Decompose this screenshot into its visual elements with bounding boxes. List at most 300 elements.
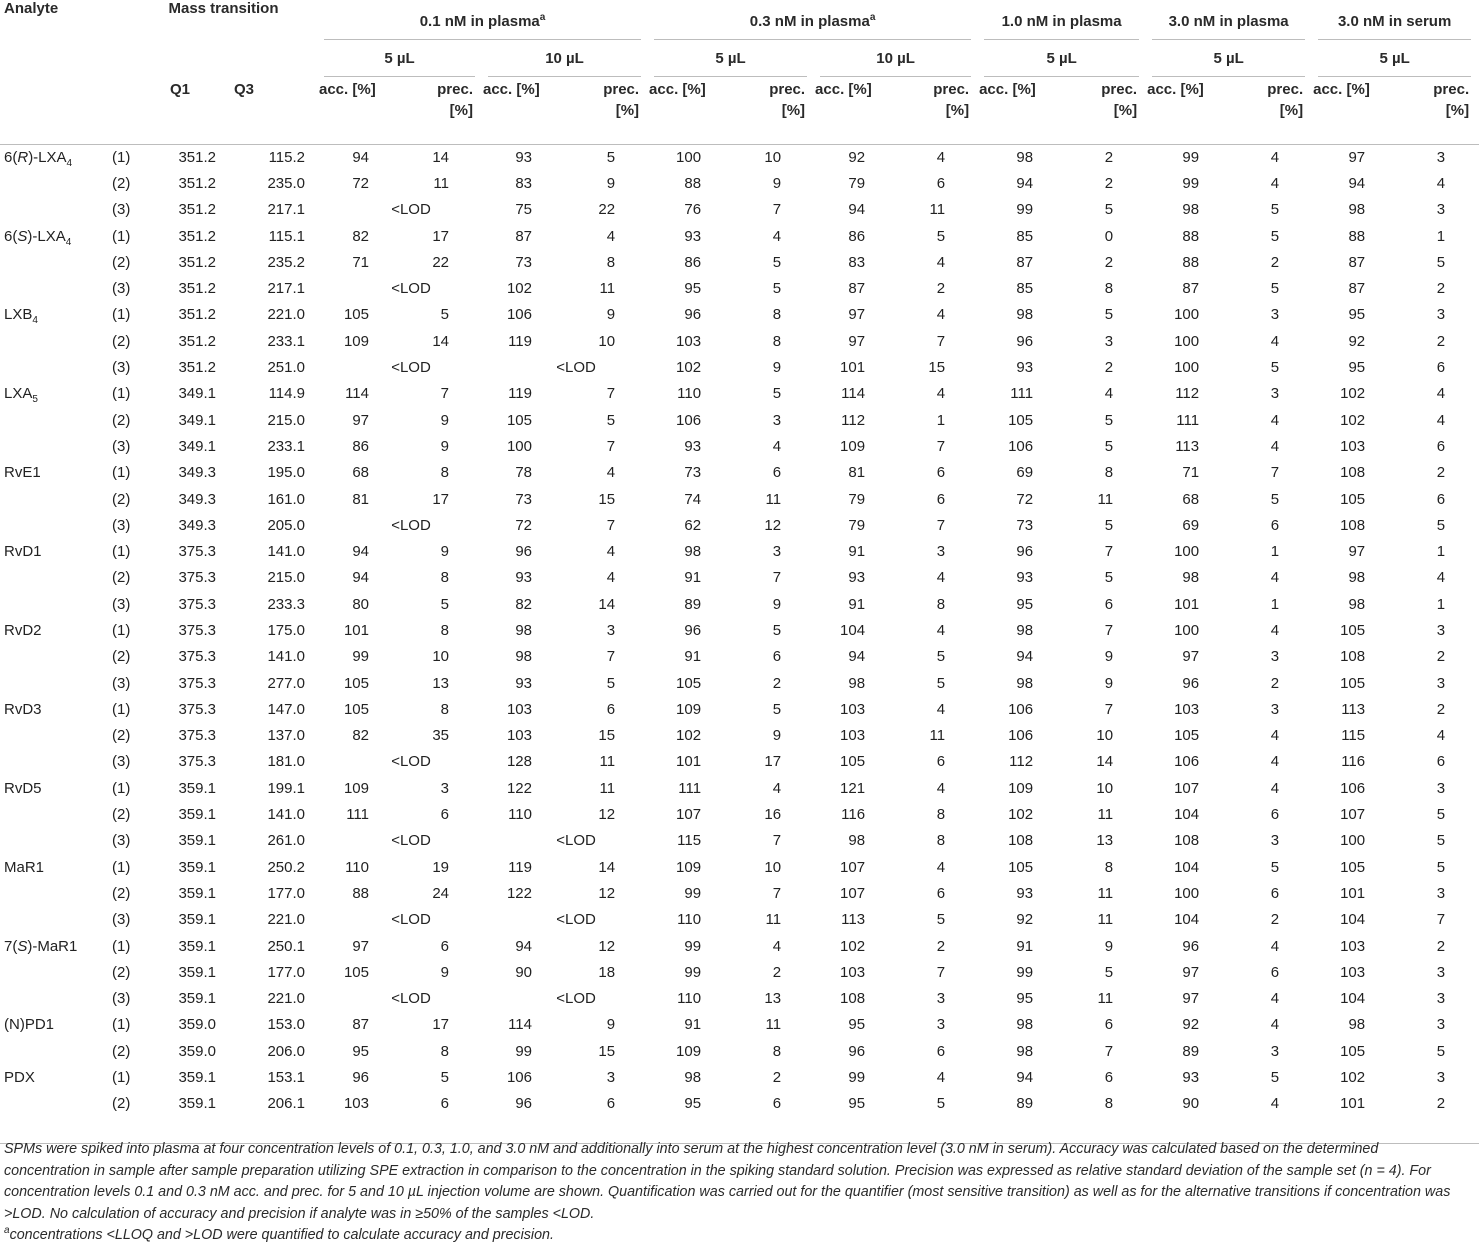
q1-cell: 375.3 — [178, 648, 216, 666]
prec-value-cell: 6 — [1436, 753, 1446, 771]
transition-cell: (3) — [112, 674, 131, 692]
acc-value-cell: 98 — [1016, 674, 1034, 692]
table-row — [0, 302, 1479, 328]
prec-value-cell: 22 — [432, 253, 449, 271]
prec-value-cell: 9 — [1104, 937, 1114, 955]
q1-cell: 349.3 — [178, 490, 216, 508]
header-acc: acc. [%] — [483, 81, 540, 98]
prec-value-cell: 8 — [440, 464, 449, 482]
prec-value-cell: 5 — [1104, 306, 1114, 324]
acc-value-cell: 99 — [1182, 174, 1200, 192]
analyte-cell: RvD2 — [4, 621, 42, 639]
prec-value-cell: 8 — [440, 621, 449, 639]
acc-value-cell: 95 — [684, 280, 702, 298]
acc-value-cell: 100 — [1174, 359, 1200, 377]
table-row — [0, 407, 1479, 433]
prec-value-cell: 3 — [1436, 148, 1446, 166]
q1-cell: 359.1 — [178, 963, 216, 981]
table-row — [0, 775, 1479, 801]
lod-cell: <LOD — [391, 201, 431, 219]
footnote-a-text: concentrations <LLOQ and >LOD were quantified to calculate accuracy and precision. — [9, 1227, 554, 1243]
prec-value-cell: 4 — [936, 253, 946, 271]
acc-value-cell: 97 — [1182, 963, 1200, 981]
prec-value-cell: 8 — [936, 595, 946, 613]
prec-value-cell: 12 — [764, 516, 782, 534]
acc-value-cell: 95 — [1016, 990, 1034, 1008]
q1-cell: 351.2 — [178, 174, 216, 192]
prec-value-cell: 3 — [1104, 332, 1114, 350]
q3-cell: 199.1 — [267, 779, 305, 797]
prec-value-cell: 5 — [606, 674, 616, 692]
prec-value-cell: 11 — [929, 727, 946, 745]
prec-value-cell: 3 — [1270, 1042, 1280, 1060]
prec-value-cell: 14 — [432, 148, 449, 166]
q3-cell: 177.0 — [267, 963, 305, 981]
q1-cell: 349.3 — [178, 516, 216, 534]
prec-value-cell: 11 — [765, 1016, 782, 1034]
acc-value-cell: 106 — [506, 1069, 532, 1087]
prec-value-cell: 7 — [936, 516, 946, 534]
q1-cell: 375.3 — [178, 621, 216, 639]
acc-value-cell: 99 — [352, 648, 369, 666]
prec-value-cell: 24 — [432, 884, 449, 902]
acc-value-cell: 108 — [840, 990, 866, 1008]
acc-value-cell: 98 — [1348, 1016, 1366, 1034]
transition-cell: (1) — [112, 148, 131, 166]
q1-cell: 375.3 — [178, 569, 216, 587]
header-q1: Q1 — [170, 81, 191, 98]
prec-value-cell: 15 — [598, 727, 616, 745]
acc-value-cell: 105 — [676, 674, 702, 692]
q3-cell: 221.0 — [267, 911, 305, 929]
prec-value-cell: 11 — [599, 280, 616, 298]
acc-value-cell: 109 — [676, 1042, 702, 1060]
table-row — [0, 223, 1479, 249]
q1-cell: 351.2 — [178, 306, 216, 324]
prec-value-cell: 4 — [1270, 779, 1280, 797]
q3-cell: 195.0 — [267, 464, 305, 482]
prec-value-cell: 16 — [764, 806, 782, 824]
acc-value-cell: 94 — [848, 201, 866, 219]
prec-value-cell: 6 — [1436, 437, 1446, 455]
q1-cell: 359.1 — [178, 858, 216, 876]
acc-value-cell: 87 — [1182, 280, 1200, 298]
prec-value-cell: 2 — [1436, 648, 1446, 666]
acc-value-cell: 85 — [1016, 280, 1034, 298]
acc-value-cell: 105 — [1174, 727, 1200, 745]
q3-cell: 177.0 — [267, 884, 305, 902]
prec-value-cell: 4 — [772, 779, 782, 797]
q1-cell: 359.1 — [178, 1095, 216, 1113]
prec-value-cell: 9 — [606, 306, 616, 324]
header-prec: prec. [%] — [603, 81, 640, 119]
acc-value-cell: 116 — [841, 806, 866, 824]
analyte-cell — [0, 197, 108, 223]
table-row — [0, 933, 1479, 959]
acc-value-cell: 69 — [1016, 464, 1034, 482]
transition-cell: (2) — [112, 727, 131, 745]
prec-value-cell: 4 — [1104, 385, 1114, 403]
acc-value-cell: 110 — [677, 385, 702, 403]
acc-value-cell: 98 — [515, 621, 532, 639]
transition-cell: (1) — [112, 700, 131, 718]
prec-value-cell: 15 — [598, 490, 616, 508]
acc-value-cell: 91 — [684, 1016, 702, 1034]
prec-value-cell: 7 — [1270, 464, 1280, 482]
prec-value-cell: 8 — [772, 1042, 782, 1060]
acc-value-cell: 96 — [1016, 543, 1034, 561]
prec-value-cell: 7 — [606, 437, 616, 455]
q1-cell: 349.3 — [178, 464, 216, 482]
prec-value-cell: 3 — [606, 621, 616, 639]
acc-value-cell: 104 — [1174, 911, 1200, 929]
acc-value-cell: 79 — [848, 516, 866, 534]
analyte-cell: PDX — [4, 1069, 35, 1087]
acc-value-cell: 99 — [1016, 963, 1034, 981]
acc-value-cell: 96 — [515, 1095, 532, 1113]
prec-value-cell: 5 — [936, 227, 946, 245]
transition-cell: (2) — [112, 884, 131, 902]
prec-value-cell: 3 — [772, 543, 782, 561]
prec-value-cell: 7 — [772, 832, 782, 850]
prec-value-cell: 10 — [432, 648, 449, 666]
q3-cell: 153.1 — [267, 1069, 305, 1087]
acc-value-cell: 81 — [352, 490, 369, 508]
acc-value-cell: 93 — [1016, 884, 1034, 902]
acc-value-cell: 105 — [1340, 1042, 1366, 1060]
acc-value-cell: 98 — [848, 832, 866, 850]
acc-value-cell: 101 — [1174, 595, 1200, 613]
analyte-cell — [0, 986, 108, 1012]
prec-value-cell: 4 — [1270, 621, 1280, 639]
table-row — [0, 644, 1479, 670]
transition-cell: (1) — [112, 1016, 131, 1034]
acc-value-cell: 98 — [1348, 569, 1366, 587]
q3-cell: 215.0 — [267, 411, 305, 429]
acc-value-cell: 104 — [840, 621, 866, 639]
acc-value-cell: 113 — [1175, 437, 1200, 455]
footnote-a-mark: a — [4, 1225, 10, 1237]
acc-value-cell: 93 — [684, 437, 702, 455]
q3-cell: 141.0 — [267, 806, 305, 824]
acc-value-cell: 88 — [1182, 253, 1200, 271]
prec-value-cell: 5 — [772, 621, 782, 639]
acc-value-cell: 121 — [840, 779, 866, 797]
prec-value-cell: 5 — [936, 1095, 946, 1113]
acc-value-cell: 99 — [684, 884, 702, 902]
acc-value-cell: 82 — [352, 227, 369, 245]
acc-value-cell: 98 — [515, 648, 532, 666]
prec-value-cell: 11 — [929, 201, 946, 219]
prec-value-cell: 6 — [440, 806, 449, 824]
prec-value-cell: 5 — [936, 674, 946, 692]
table-footnote — [4, 1139, 1454, 1247]
table-row — [0, 907, 1479, 933]
prec-value-cell: 9 — [440, 411, 449, 429]
prec-value-cell: 9 — [606, 1016, 616, 1034]
q1-cell: 359.0 — [178, 1042, 216, 1060]
transition-cell: (3) — [112, 753, 131, 771]
acc-value-cell: 98 — [684, 1069, 702, 1087]
prec-value-cell: 7 — [1104, 1042, 1114, 1060]
prec-value-cell: 5 — [1436, 253, 1446, 271]
acc-value-cell: 78 — [515, 464, 532, 482]
header-prec: prec. [%] — [1101, 81, 1138, 119]
transition-cell: (2) — [112, 569, 131, 587]
acc-value-cell: 95 — [1348, 306, 1366, 324]
q3-cell: 215.0 — [267, 569, 305, 587]
acc-value-cell: 109 — [343, 332, 369, 350]
prec-value-cell: 22 — [598, 201, 616, 219]
table-row — [0, 1038, 1479, 1064]
table-row — [0, 354, 1479, 380]
acc-value-cell: 87 — [515, 227, 532, 245]
analyte-cell — [0, 644, 108, 670]
prec-value-cell: 10 — [764, 858, 782, 876]
acc-value-cell: 94 — [352, 543, 369, 561]
q3-cell: 115.2 — [268, 148, 305, 166]
prec-value-cell: 6 — [1436, 359, 1446, 377]
acc-value-cell: 87 — [1016, 253, 1034, 271]
prec-value-cell: 5 — [1104, 437, 1114, 455]
acc-value-cell: 103 — [1340, 963, 1366, 981]
acc-value-cell: 95 — [848, 1095, 866, 1113]
prec-value-cell: 10 — [764, 148, 782, 166]
acc-value-cell: 111 — [1176, 411, 1200, 429]
table-row — [0, 723, 1479, 749]
acc-value-cell: 100 — [676, 148, 702, 166]
q3-cell: 221.0 — [267, 990, 305, 1008]
header-volume-5: 5 µL — [979, 40, 1147, 79]
prec-value-cell: 9 — [1104, 648, 1114, 666]
header-acc: acc. [%] — [649, 81, 706, 98]
q3-cell: 205.0 — [267, 516, 305, 534]
prec-value-cell: 6 — [1270, 884, 1280, 902]
table-row — [0, 749, 1479, 775]
prec-value-cell: 4 — [606, 464, 616, 482]
header-acc: acc. [%] — [1147, 81, 1204, 98]
acc-value-cell: 113 — [1341, 700, 1366, 718]
transition-cell: (3) — [112, 911, 131, 929]
prec-value-cell: 5 — [1436, 516, 1446, 534]
acc-value-cell: 103 — [1340, 937, 1366, 955]
prec-value-cell: 9 — [440, 543, 449, 561]
q1-cell: 375.3 — [178, 727, 216, 745]
acc-value-cell: 102 — [840, 937, 866, 955]
prec-value-cell: 2 — [1270, 674, 1280, 692]
prec-value-cell: 4 — [936, 700, 946, 718]
prec-value-cell: 10 — [1096, 779, 1114, 797]
prec-value-cell: 5 — [1270, 280, 1280, 298]
prec-value-cell: 9 — [1104, 674, 1114, 692]
acc-value-cell: 102 — [1340, 411, 1366, 429]
prec-value-cell: 4 — [606, 569, 616, 587]
acc-value-cell: 93 — [848, 569, 866, 587]
prec-value-cell: 7 — [936, 963, 946, 981]
prec-value-cell: 3 — [1270, 832, 1280, 850]
analyte-cell — [0, 1091, 108, 1117]
acc-value-cell: 93 — [515, 674, 532, 692]
acc-value-cell: 102 — [1340, 1069, 1366, 1087]
prec-value-cell: 12 — [598, 937, 616, 955]
transition-cell: (2) — [112, 648, 131, 666]
prec-value-cell: 3 — [606, 1069, 616, 1087]
acc-value-cell: 98 — [1016, 306, 1034, 324]
prec-value-cell: 9 — [772, 359, 782, 377]
prec-value-cell: 5 — [1270, 1069, 1280, 1087]
acc-value-cell: 114 — [345, 385, 369, 403]
analyte-cell: $6(R)-LXA_4$ — [4, 148, 73, 169]
prec-value-cell: 4 — [1436, 727, 1446, 745]
prec-value-cell: 18 — [598, 963, 616, 981]
prec-value-cell: 5 — [1104, 963, 1114, 981]
acc-value-cell: 102 — [1008, 806, 1034, 824]
transition-cell: (3) — [112, 595, 131, 613]
acc-value-cell: 87 — [352, 1016, 369, 1034]
acc-value-cell: 107 — [676, 806, 702, 824]
acc-value-cell: 72 — [352, 174, 369, 192]
q3-cell: 251.0 — [267, 359, 305, 377]
acc-value-cell: 92 — [1182, 1016, 1200, 1034]
acc-value-cell: 79 — [848, 174, 866, 192]
prec-value-cell: 11 — [1097, 990, 1114, 1008]
header-volume-7: 5 µL — [1313, 40, 1479, 79]
acc-value-cell: 102 — [506, 280, 532, 298]
acc-value-cell: 114 — [508, 1016, 532, 1034]
table-row — [0, 460, 1479, 486]
acc-value-cell: 108 — [1340, 648, 1366, 666]
prec-value-cell: 4 — [1270, 937, 1280, 955]
q3-cell: 147.0 — [267, 700, 305, 718]
acc-value-cell: 105 — [343, 306, 369, 324]
prec-value-cell: 2 — [772, 674, 782, 692]
analyte-cell — [0, 565, 108, 591]
prec-value-cell: 7 — [440, 385, 449, 403]
acc-value-cell: 92 — [1348, 332, 1366, 350]
acc-value-cell: 91 — [684, 648, 702, 666]
prec-value-cell: 3 — [936, 990, 946, 1008]
prec-value-cell: 4 — [1270, 990, 1280, 1008]
q1-cell: 351.2 — [178, 148, 216, 166]
header-prec: prec. [%] — [769, 81, 806, 119]
acc-value-cell: 110 — [677, 911, 702, 929]
acc-value-cell: 107 — [840, 884, 866, 902]
prec-value-cell: 2 — [936, 937, 946, 955]
prec-value-cell: 14 — [598, 595, 616, 613]
q3-cell: 221.0 — [267, 306, 305, 324]
acc-value-cell: 103 — [1174, 700, 1200, 718]
prec-value-cell: 8 — [440, 700, 449, 718]
transition-cell: (1) — [112, 385, 131, 403]
acc-value-cell: 105 — [343, 700, 369, 718]
acc-value-cell: 102 — [676, 727, 702, 745]
prec-value-cell: 14 — [1096, 753, 1114, 771]
prec-value-cell: 17 — [432, 1016, 449, 1034]
acc-value-cell: 98 — [1182, 569, 1200, 587]
acc-value-cell: 99 — [1016, 201, 1034, 219]
acc-value-cell: 104 — [1174, 806, 1200, 824]
q1-cell: 349.1 — [178, 437, 216, 455]
acc-value-cell: 105 — [343, 963, 369, 981]
acc-value-cell: 103 — [506, 700, 532, 718]
prec-value-cell: 4 — [936, 148, 946, 166]
acc-value-cell: 102 — [1340, 385, 1366, 403]
acc-value-cell: 68 — [352, 464, 369, 482]
prec-value-cell: 3 — [1436, 306, 1446, 324]
prec-value-cell: 17 — [432, 227, 449, 245]
prec-value-cell: 6 — [772, 648, 782, 666]
prec-value-cell: 8 — [440, 1042, 449, 1060]
prec-value-cell: 5 — [1104, 569, 1114, 587]
prec-value-cell: 9 — [772, 595, 782, 613]
prec-value-cell: 12 — [598, 884, 616, 902]
prec-value-cell: 6 — [1104, 1069, 1114, 1087]
prec-value-cell: 3 — [936, 1016, 946, 1034]
acc-value-cell: 80 — [352, 595, 369, 613]
lod-cell: <LOD — [556, 832, 596, 850]
acc-value-cell: 100 — [1174, 332, 1200, 350]
q3-cell: 217.1 — [267, 280, 305, 298]
acc-value-cell: 103 — [343, 1095, 369, 1113]
prec-value-cell: 13 — [1096, 832, 1114, 850]
transition-cell: (3) — [112, 516, 131, 534]
acc-value-cell: 93 — [515, 148, 532, 166]
prec-value-cell: 7 — [772, 884, 782, 902]
acc-value-cell: 98 — [684, 543, 702, 561]
acc-value-cell: 110 — [508, 806, 532, 824]
acc-value-cell: 119 — [508, 858, 532, 876]
q3-cell: 175.0 — [267, 621, 305, 639]
acc-value-cell: 104 — [1174, 858, 1200, 876]
lod-cell: <LOD — [556, 990, 596, 1008]
header-analyte: Analyte — [4, 0, 59, 17]
header-volume-2: 10 µL — [483, 40, 649, 79]
acc-value-cell: 68 — [1182, 490, 1200, 508]
prec-value-cell: 2 — [1436, 332, 1446, 350]
prec-value-cell: 7 — [936, 332, 946, 350]
acc-value-cell: 108 — [1174, 832, 1200, 850]
prec-value-cell: 3 — [1436, 1069, 1446, 1087]
q3-cell: 250.1 — [267, 937, 305, 955]
analyte-cell — [0, 407, 108, 433]
acc-value-cell: 94 — [1016, 1069, 1034, 1087]
acc-value-cell: 101 — [1340, 1095, 1366, 1113]
acc-value-cell: 97 — [848, 306, 866, 324]
table-row — [0, 828, 1479, 854]
acc-value-cell: 94 — [1016, 174, 1034, 192]
acc-value-cell: 105 — [1340, 674, 1366, 692]
acc-value-cell: 94 — [515, 937, 532, 955]
prec-value-cell: 11 — [1097, 490, 1114, 508]
prec-value-cell: 9 — [440, 437, 449, 455]
header-acc: acc. [%] — [979, 81, 1036, 98]
acc-value-cell: 91 — [848, 595, 866, 613]
acc-value-cell: 96 — [684, 306, 702, 324]
prec-value-cell: 1 — [1270, 595, 1280, 613]
prec-value-cell: 5 — [1436, 832, 1446, 850]
acc-value-cell: 112 — [1175, 385, 1200, 403]
prec-value-cell: 5 — [772, 700, 782, 718]
acc-value-cell: 98 — [1016, 148, 1034, 166]
acc-value-cell: 86 — [352, 437, 369, 455]
acc-value-cell: 97 — [1348, 543, 1366, 561]
prec-value-cell: 6 — [606, 700, 616, 718]
table-row — [0, 617, 1479, 643]
acc-value-cell: 95 — [352, 1042, 369, 1060]
table-row — [0, 381, 1479, 407]
prec-value-cell: 3 — [1436, 201, 1446, 219]
footnote-main: SPMs were spiked into plasma at four concentration levels of 0.1, 0.3, 1.0, and 3.0 nM and additionally into serum at the highest concentration level (3.0 nM in serum). Accuracy was calculated based on the determined concentration in sample after sample preparation utilizing SPE extraction in comparison to the concentration in the spiking standard solution. Precision was expressed as relative standard deviation of the sample set (n = 4). For concentration levels 0.1 and 0.3 nM acc. and prec. for 5 and 10 µL injection volume are shown. Quantification was carried out for the quantifier (most sensitive transition) as well as for the alternative transitions if concentration was >LOD. No calculation of accuracy and precision if analyte was in ≥50% of the samples <LOD. — [4, 1141, 1451, 1222]
